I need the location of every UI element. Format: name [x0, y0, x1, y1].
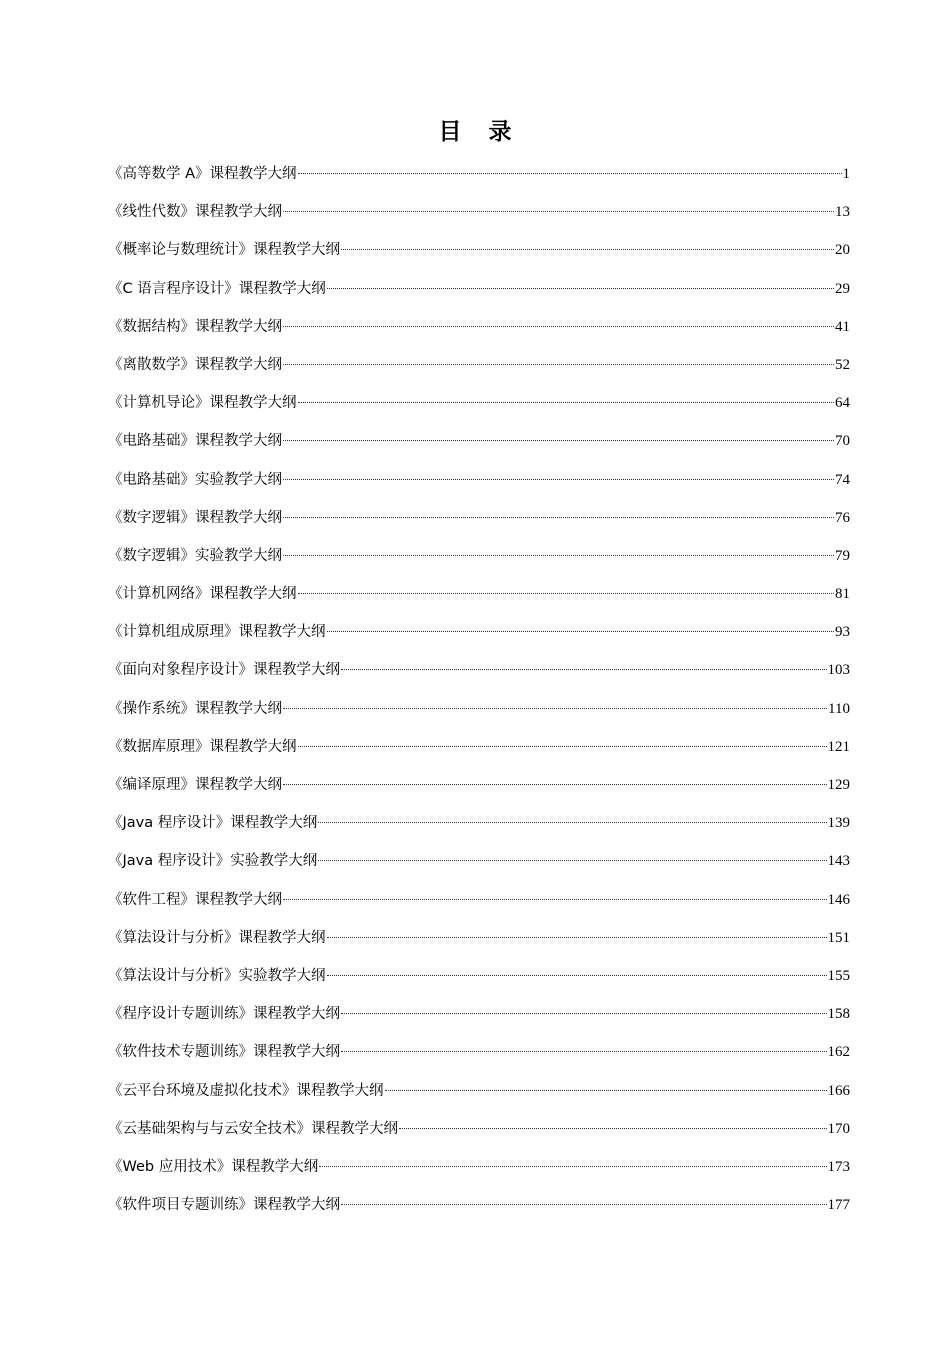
toc-entry[interactable] — [108, 613, 850, 651]
toc-entry-title: 《概率论与数理统计》课程教学大纲 — [108, 242, 340, 259]
toc-dot-leader — [283, 439, 834, 441]
toc-dot-leader — [327, 630, 835, 632]
toc-page-number: 13 — [835, 204, 850, 221]
toc-page-number: 52 — [835, 356, 850, 373]
toc-entry-title: 《算法设计与分析》实验教学大纲 — [108, 967, 326, 984]
toc-dot-leader — [319, 1165, 826, 1167]
toc-entry-title: 《计算机导论》课程教学大纲 — [108, 395, 297, 412]
toc-entry[interactable] — [108, 766, 850, 804]
toc-entry-title: 《编译原理》课程教学大纲 — [108, 777, 282, 793]
toc-dot-leader — [283, 325, 834, 327]
toc-page-number: 74 — [835, 471, 850, 488]
toc-entry[interactable] — [108, 995, 850, 1033]
toc-entry-title: 《程序设计专题训练》课程教学大纲 — [108, 1006, 340, 1023]
toc-page-number: 79 — [835, 547, 850, 564]
toc-page-number: 41 — [835, 318, 850, 335]
toc-page-number: 64 — [835, 395, 850, 412]
toc-page-number: 110 — [828, 700, 850, 717]
toc-dot-leader — [283, 210, 834, 212]
toc-entry[interactable] — [108, 804, 850, 842]
toc-dot-leader — [283, 554, 834, 556]
toc-entry[interactable] — [108, 842, 850, 880]
toc-page-number: 76 — [835, 509, 850, 526]
toc-entry-title: 《云基础架构与与云安全技术》课程教学大纲 — [108, 1120, 398, 1137]
toc-entry[interactable] — [108, 422, 850, 460]
toc-entry[interactable] — [108, 346, 850, 384]
toc-entry[interactable] — [108, 690, 850, 728]
toc-page-number: 81 — [835, 586, 850, 603]
toc-dot-leader — [327, 936, 827, 938]
toc-entry[interactable] — [108, 1072, 850, 1110]
toc-dot-leader — [283, 478, 834, 480]
toc-page-number: 1 — [842, 166, 850, 182]
toc-dot-leader — [399, 1127, 827, 1129]
toc-dot-leader — [385, 1089, 827, 1091]
toc-entry[interactable] — [108, 308, 850, 346]
toc-entry[interactable] — [108, 155, 850, 193]
toc-entry-title: 《软件技术专题训练》课程教学大纲 — [108, 1044, 340, 1061]
toc-entry-title: 《软件项目专题训练》课程教学大纲 — [108, 1197, 340, 1214]
toc-entry-title: 《数据结构》课程教学大纲 — [108, 318, 282, 335]
toc-entry-title: 《操作系统》课程教学大纲 — [108, 700, 282, 717]
toc-entry[interactable] — [108, 499, 850, 537]
toc-page-number: 177 — [827, 1197, 850, 1214]
toc-entry-title: 《线性代数》课程教学大纲 — [108, 204, 282, 221]
toc-entry[interactable] — [108, 881, 850, 919]
toc-page-number: 151 — [827, 929, 850, 946]
toc-page-number: 129 — [827, 777, 850, 793]
toc-dot-leader — [283, 707, 827, 709]
toc-page-number: 70 — [835, 433, 850, 450]
toc-dot-leader — [298, 592, 835, 594]
toc-dot-leader — [283, 898, 827, 900]
toc-entry-title: 《Java 程序设计》课程教学大纲 — [108, 815, 318, 832]
toc-entry-title: 《软件工程》课程教学大纲 — [108, 891, 282, 908]
toc-page-number: 143 — [827, 853, 850, 870]
toc-entry[interactable] — [108, 1033, 850, 1071]
toc-entry-title: 《C 语言程序设计》课程教学大纲 — [108, 280, 326, 297]
toc-page-number: 166 — [827, 1082, 850, 1099]
table-of-contents — [108, 155, 850, 1224]
toc-dot-leader — [341, 668, 827, 670]
toc-dot-leader — [327, 974, 827, 976]
toc-dot-leader — [318, 859, 826, 861]
toc-page-number: 173 — [827, 1158, 850, 1175]
toc-entry[interactable] — [108, 270, 850, 308]
toc-entry-title: 《算法设计与分析》课程教学大纲 — [108, 929, 326, 946]
toc-entry-title: 《计算机组成原理》课程教学大纲 — [108, 624, 326, 641]
toc-entry-title: 《Java 程序设计》实验教学大纲 — [108, 853, 318, 870]
toc-entry[interactable] — [108, 537, 850, 575]
toc-page-number: 158 — [827, 1006, 850, 1023]
toc-dot-leader — [341, 1203, 827, 1205]
toc-entry[interactable] — [108, 575, 850, 613]
toc-entry[interactable] — [108, 1148, 850, 1186]
toc-entry[interactable] — [108, 1186, 850, 1224]
toc-entry[interactable] — [108, 1110, 850, 1148]
toc-entry-title: 《Web 应用技术》课程教学大纲 — [108, 1158, 319, 1175]
toc-page-number: 29 — [835, 280, 850, 297]
toc-dot-leader — [341, 248, 834, 250]
toc-page-number: 93 — [835, 624, 850, 641]
toc-entry-title: 《面向对象程序设计》课程教学大纲 — [108, 662, 340, 679]
toc-entry-title: 《电路基础》课程教学大纲 — [108, 433, 282, 450]
toc-entry[interactable] — [108, 919, 850, 957]
toc-page-number: 170 — [827, 1120, 850, 1137]
toc-page-number: 103 — [827, 662, 850, 679]
toc-entry-title: 《计算机网络》课程教学大纲 — [108, 586, 297, 603]
toc-dot-leader — [298, 401, 835, 403]
toc-entry[interactable] — [108, 384, 850, 422]
toc-page-number: 121 — [827, 738, 850, 755]
toc-page-number: 139 — [827, 815, 850, 832]
toc-dot-leader — [298, 745, 827, 747]
toc-entry-title: 《云平台环境及虚拟化技术》课程教学大纲 — [108, 1082, 384, 1099]
toc-entry-title: 《数字逻辑》实验教学大纲 — [108, 547, 282, 564]
toc-dot-leader — [283, 783, 827, 785]
toc-entry[interactable] — [108, 728, 850, 766]
toc-page-number: 20 — [835, 242, 850, 259]
toc-page-number: 146 — [827, 891, 850, 908]
toc-entry[interactable] — [108, 193, 850, 231]
toc-entry-title: 《高等数学 A》课程教学大纲 — [108, 166, 297, 182]
toc-dot-leader — [283, 516, 834, 518]
toc-dot-leader — [341, 1050, 827, 1052]
toc-entry[interactable] — [108, 231, 850, 269]
toc-page-number: 155 — [827, 967, 850, 984]
toc-dot-leader — [341, 1012, 827, 1014]
toc-dot-leader — [283, 363, 834, 365]
toc-entry-title: 《电路基础》实验教学大纲 — [108, 471, 282, 488]
toc-page-number: 162 — [827, 1044, 850, 1061]
toc-entry-title: 《离散数学》课程教学大纲 — [108, 356, 282, 373]
toc-dot-leader — [318, 821, 826, 823]
toc-entry-title: 《数据库原理》课程教学大纲 — [108, 738, 297, 755]
toc-entry[interactable] — [108, 957, 850, 995]
toc-dot-leader — [327, 287, 834, 289]
toc-entry-title: 《数字逻辑》课程教学大纲 — [108, 509, 282, 526]
toc-entry[interactable] — [108, 651, 850, 689]
toc-dot-leader — [298, 172, 842, 174]
page-title: 目 录 — [438, 119, 514, 145]
toc-entry[interactable] — [108, 461, 850, 499]
